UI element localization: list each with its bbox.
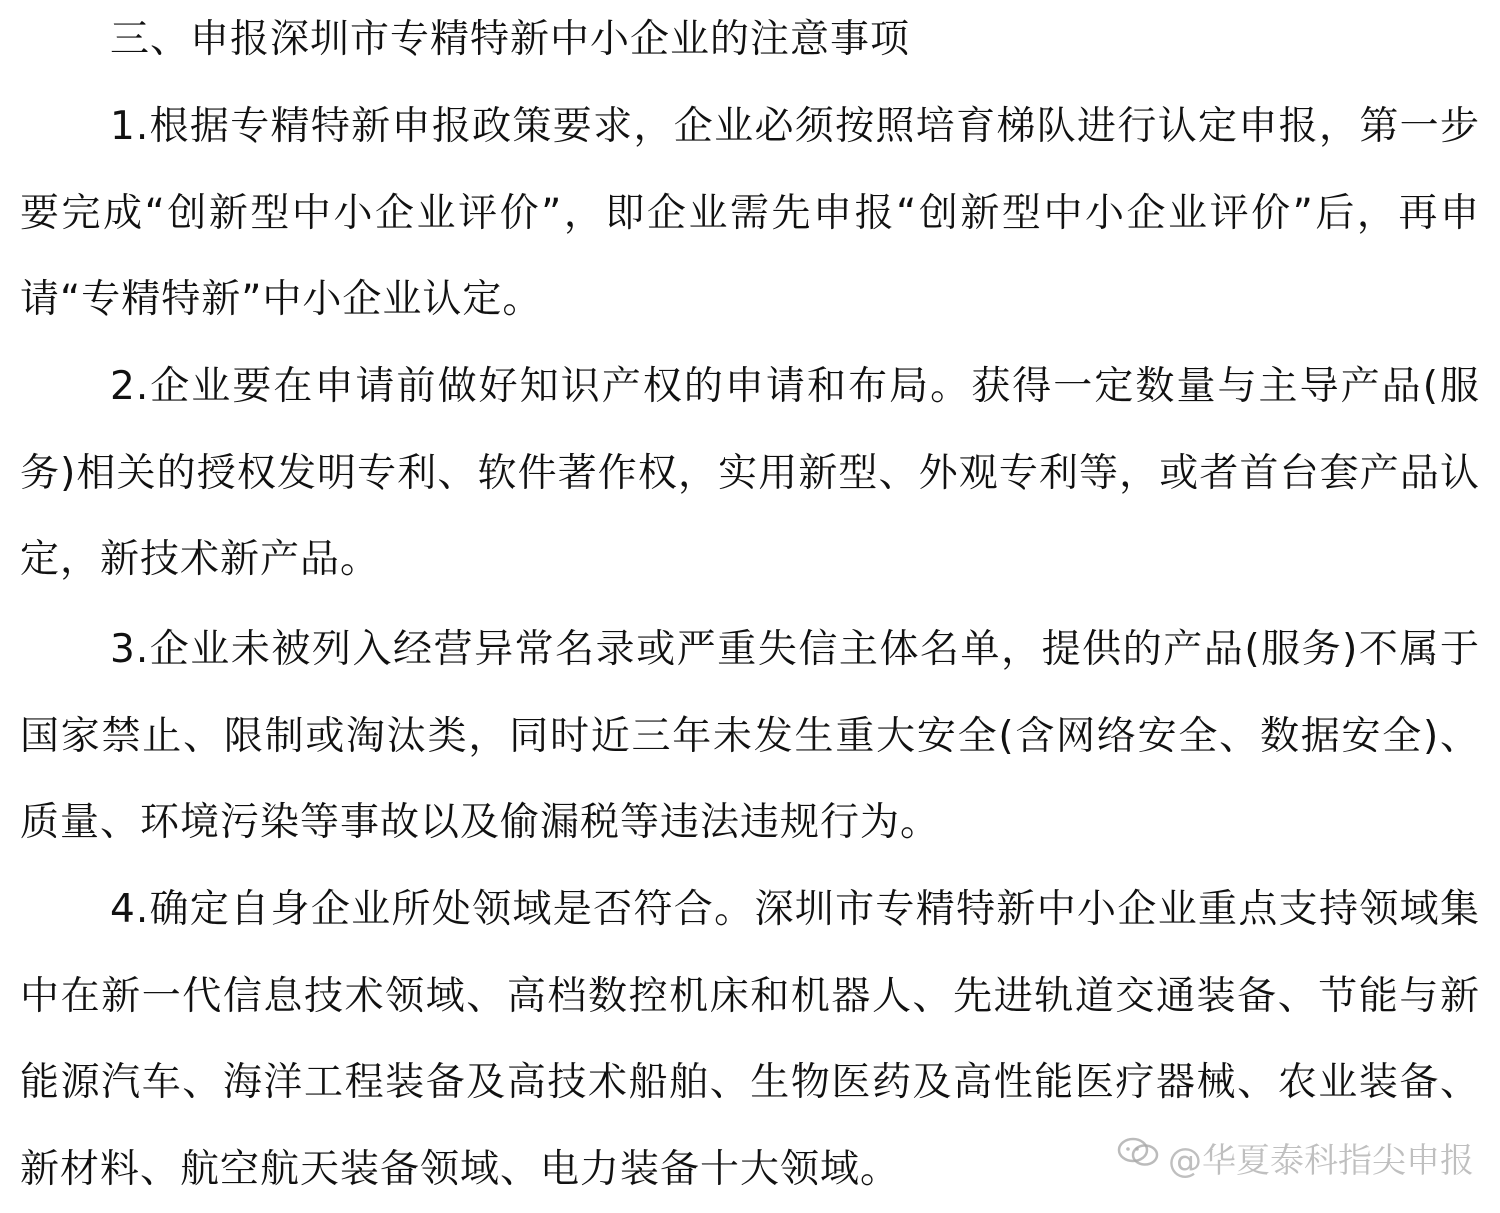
paragraph-3: 3.企业未被列入经营异常名录或严重失信主体名单，提供的产品(服务)不属于国家禁止、限制或淘汰类，同时近三年未发生重大安全(含网络安全、数据安全)、质量、环境污染等事故以及偷漏税等违法违规行为。 [20, 627, 1480, 845]
document-page [20, 0, 1480, 1212]
section-heading: 三、申报深圳市专精特新中小企业的注意事项 [110, 17, 911, 62]
paragraph-4: 4.确定自身企业所处领域是否符合。深圳市专精特新中小企业重点支持领域集中在新一代信息技术领域、高档数控机床和机器人、先进轨道交通装备、节能与新能源汽车、海洋工程装备及高技术船舶、生物医药及高性能医疗器械、农业装备、新材料、航空航天装备领域、电力装备十大领域。 [20, 887, 1480, 1192]
paragraph-1: 1.根据专精特新申报政策要求，企业必须按照培育梯队进行认定申报，第一步要完成“创新型中小企业评价”，即企业需先申报“创新型中小企业评价”后，再申请“专精特新”中小企业认定。 [20, 104, 1480, 322]
watermark-text: @华夏泰科指尖申报 [1168, 1141, 1474, 1181]
paragraph-2: 2.企业要在申请前做好知识产权的申请和布局。获得一定数量与主导产品(服务)相关的授权发明专利、软件著作权，实用新型、外观专利等，或者首台套产品认定，新技术新产品。 [20, 364, 1480, 582]
